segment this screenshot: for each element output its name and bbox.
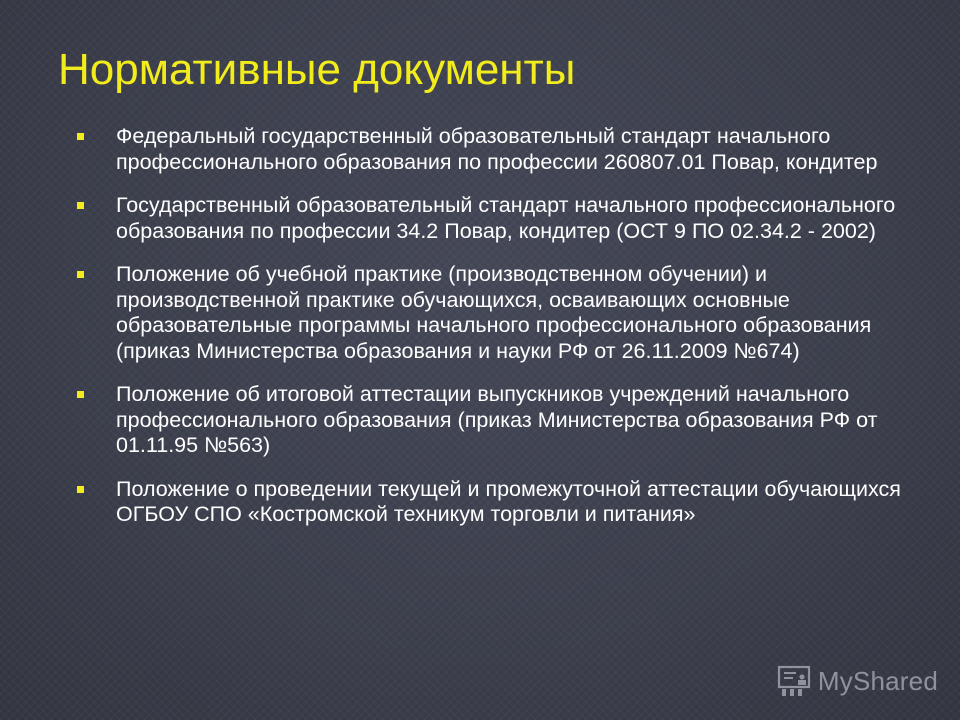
square-bullet-icon	[77, 202, 84, 209]
bullet-item	[74, 193, 914, 244]
square-bullet-icon	[77, 271, 84, 278]
slide-title: Нормативные документы	[58, 45, 576, 94]
bullet-list	[74, 124, 914, 546]
square-bullet-icon	[77, 133, 84, 140]
bullet-text: Федеральный государственный образовательный стандарт начального профессионального образования по профессии 260807.01 Повар, кондитер	[116, 124, 878, 174]
watermark	[776, 664, 938, 698]
bullet-item	[74, 262, 914, 364]
bullet-item	[74, 382, 914, 459]
square-bullet-icon	[77, 486, 84, 493]
bullet-text: Положение об итоговой аттестации выпускников учреждений начального профессионального образования (приказ Министерства образования РФ от 01.11.95 №563)	[116, 382, 878, 457]
bullet-text: Положение об учебной практике (производственном обучении) и производственной практике обучающихся, осваивающих основные образовательные программы начального профессионального образования (приказ Министерства образования и науки РФ от 26.11.2009 №674)	[116, 262, 872, 363]
bullet-item	[74, 124, 914, 175]
watermark-text: MyShared	[817, 666, 938, 696]
bullet-text: Положение о проведении текущей и промежуточной аттестации обучающихся ОГБОУ СПО «Костромской техникум торговли и питания»	[116, 476, 901, 526]
bullet-item	[74, 477, 914, 528]
bullet-text: Государственный образовательный стандарт начального профессионального образования по профессии 34.2 Повар, кондитер (ОСТ 9 ПО 02.34.2 - 2002)	[116, 193, 896, 243]
square-bullet-icon	[77, 391, 84, 398]
classroom-board-icon	[776, 664, 812, 698]
